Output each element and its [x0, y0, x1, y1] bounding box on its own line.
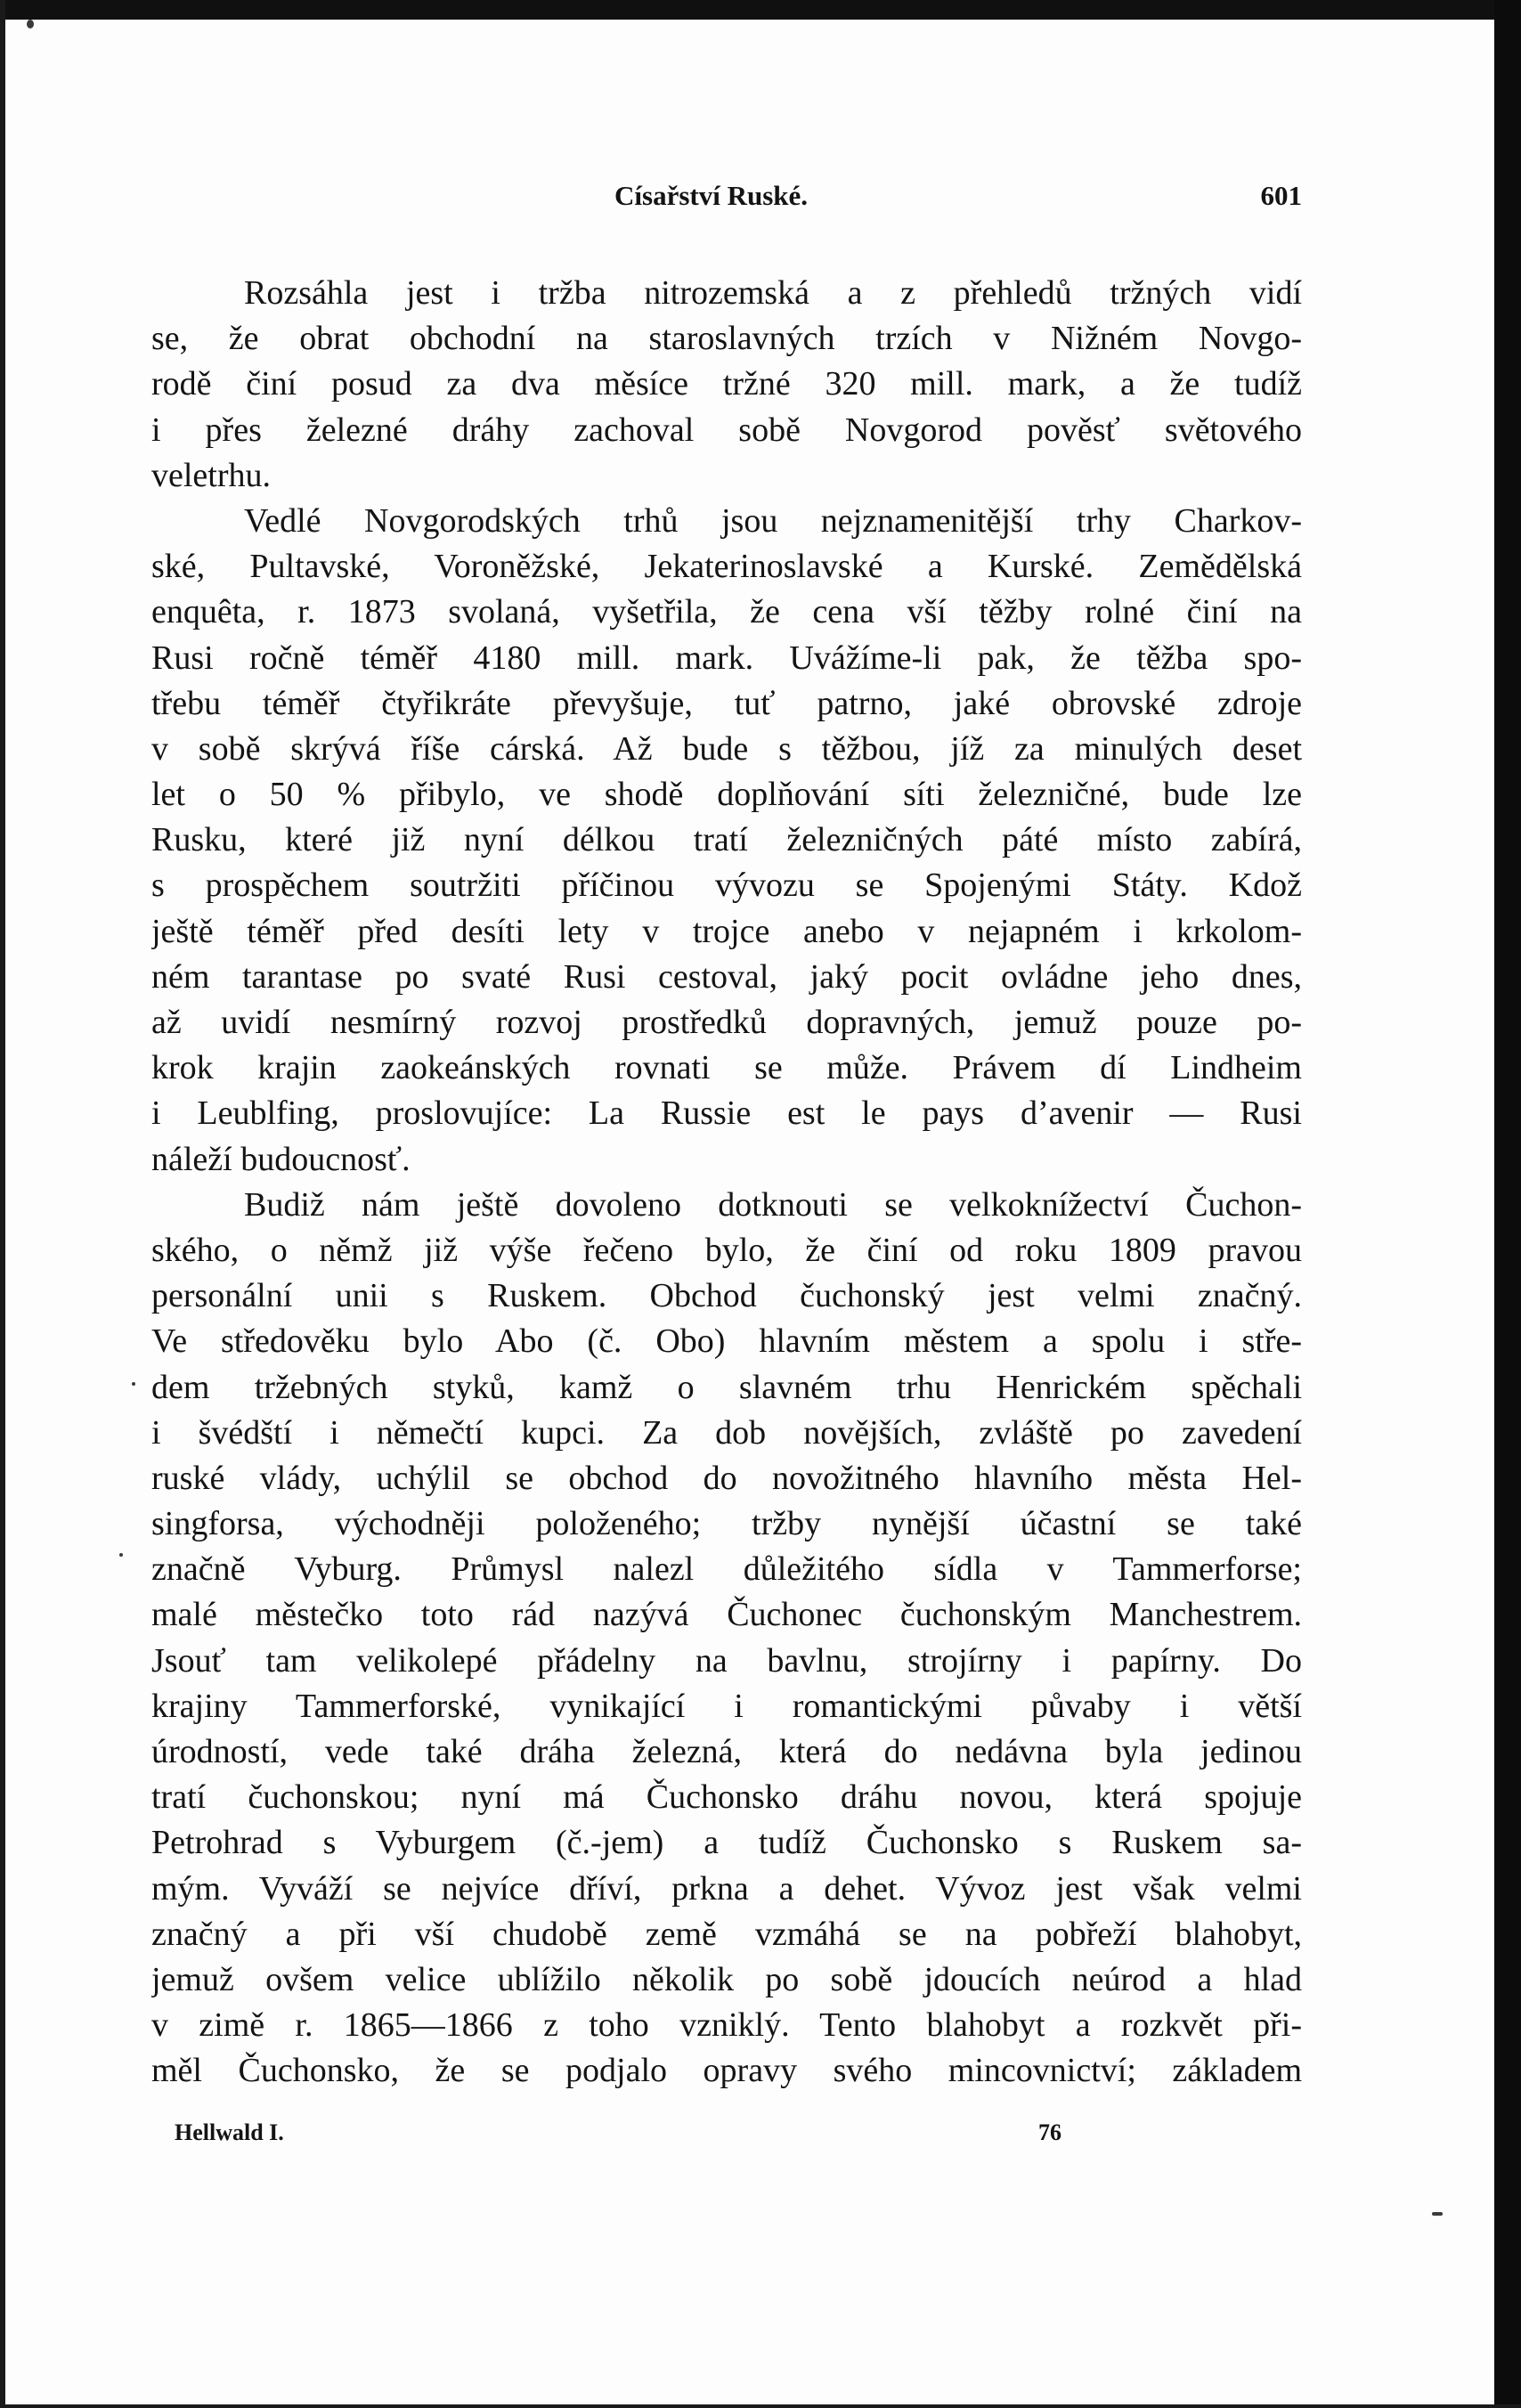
text-line: dem tržebných styků, kamž o slavném trhu Henrickém spěchali — [151, 1368, 1302, 1406]
scan-border-bottom — [0, 2404, 1521, 2408]
scan-speck — [27, 20, 34, 28]
text-line: v zimě r. 1865—1866 z toho vzniklý. Tento blahobyt a rozkvět při- — [151, 2006, 1302, 2045]
scan-border-right — [1494, 0, 1521, 2408]
page-number: 601 — [1260, 180, 1302, 211]
scan-border-top — [0, 0, 1521, 20]
running-header — [151, 180, 1302, 216]
text-line: Rusi ročně téměř 4180 mill. mark. Uvážíme-li pak, že těžba spo- — [151, 639, 1302, 677]
text-line: ještě téměř před desíti lety v trojce anebo v nejapném i krkolom- — [151, 912, 1302, 950]
text-line: singforsa, východněji položeného; tržby nynější účastní se také — [151, 1505, 1302, 1543]
printer-signature: Hellwald I. — [175, 2119, 284, 2145]
text-line: Ve středověku bylo Abo (č. Obo) hlavním městem a spolu i stře- — [151, 1322, 1302, 1361]
text-line: ném tarantase po svaté Rusi cestoval, jaký pocit ovládne jeho dnes, — [151, 957, 1302, 996]
text-line: značný a při vší chudobě země vzmáhá se na pobřeží blahobyt, — [151, 1915, 1302, 1953]
text-line: i švédští i němečtí kupci. Za dob novějších, zvláště po zavedení — [151, 1413, 1302, 1452]
text-line: krajiny Tammerforské, vynikající i romantickými půvaby i větší — [151, 1687, 1302, 1725]
text-line: náleží budoucnosť. — [151, 1140, 411, 1178]
text-line: i přes železné dráhy zachoval sobě Novgorod pověsť světového — [151, 411, 1302, 449]
body-text — [151, 271, 1302, 2095]
text-line: let o 50 % přibylo, ve shodě doplňování síti železničné, bude lze — [151, 776, 1302, 814]
text-line: Vedlé Novgorodských trhů jsou nejznamenitější trhy Charkov- — [244, 501, 1302, 540]
text-line: se, že obrat obchodní na staroslavných trzích v Nižném Novgo- — [151, 320, 1302, 358]
text-line: značně Vyburg. Průmysl nalezl důležitého sídla v Tammerforse; — [151, 1550, 1302, 1589]
text-line: malé městečko toto rád nazývá Čuchonec čuchonským Manchestrem. — [151, 1596, 1302, 1634]
scan-speck — [1432, 2212, 1443, 2216]
text-line: Rusku, které již nyní délkou tratí železničných páté místo zabírá, — [151, 821, 1302, 859]
text-line: ruské vlády, uchýlil se obchod do novožitného hlavního města Hel- — [151, 1459, 1302, 1497]
sheet-number: 76 — [1038, 2119, 1061, 2145]
text-line: veletrhu. — [151, 456, 272, 494]
text-line: Jsouť tam velikolepé přádelny na bavlnu, strojírny i papírny. Do — [151, 1641, 1302, 1680]
text-line: třebu téměř čtyřikráte převyšuje, tuť patrno, jaké obrovské zdroje — [151, 684, 1302, 722]
text-line: mým. Vyváží se nejvíce dříví, prkna a dehet. Vývoz jest však velmi — [151, 1869, 1302, 1908]
text-line: až uvidí nesmírný rozvoj prostředků dopravných, jemuž pouze po- — [151, 1004, 1302, 1041]
text-line: i Leublfing, proslovujíce: La Russie est le pays d’avenir — Rusi — [151, 1094, 1302, 1133]
text-line: rodě činí posud za dva měsíce tržné 320 mill. mark, a že tudíž — [151, 365, 1302, 403]
text-line: s prospěchem soutržiti příčinou vývozu se Spojenými Státy. Kdož — [151, 866, 1302, 905]
scan-speck — [132, 1382, 135, 1386]
text-line: jemuž ovšem velice ublížilo několik po sobě jdoucích neúrod a hlad — [151, 1960, 1302, 1998]
text-line: Budiž nám ještě dovoleno dotknouti se velkoknížectví Čuchon- — [244, 1185, 1302, 1224]
text-line: Rozsáhla jest i tržba nitrozemská a z přehledů tržných vidí — [244, 274, 1302, 312]
text-line: personální unii s Ruskem. Obchod čuchonský jest velmi značný. — [151, 1277, 1302, 1315]
text-line: v sobě skrývá říše cárská. Až bude s těžbou, jíž za minulých deset — [151, 729, 1302, 768]
text-line: krok krajin zaokeánských rovnati se může. Právem dí Lindheim — [151, 1049, 1302, 1087]
text-line: úrodností, vede také dráha železná, která do nedávna byla jedinou — [151, 1733, 1302, 1770]
text-line: enquêta, r. 1873 svolaná, vyšetřila, že cena vší těžby rolné činí na — [151, 593, 1302, 631]
page-footer — [175, 2119, 1110, 2152]
text-line: ského, o němž již výše řečeno bylo, že činí od roku 1809 pravou — [151, 1231, 1302, 1269]
text-line: měl Čuchonsko, že se podjalo opravy svého mincovnictví; základem — [151, 2052, 1302, 2090]
text-line: tratí čuchonskou; nyní má Čuchonsko dráhu novou, která spojuje — [151, 1778, 1302, 1817]
text-line: ské, Pultavské, Voroněžské, Jekaterinoslavské a Kurské. Zemědělská — [151, 548, 1302, 586]
scan-speck — [119, 1553, 123, 1557]
text-line: Petrohrad s Vyburgem (č.-jem) a tudíž Čuchonsko s Ruskem sa- — [151, 1824, 1302, 1862]
page-title: Císařství Ruské. — [614, 180, 809, 211]
